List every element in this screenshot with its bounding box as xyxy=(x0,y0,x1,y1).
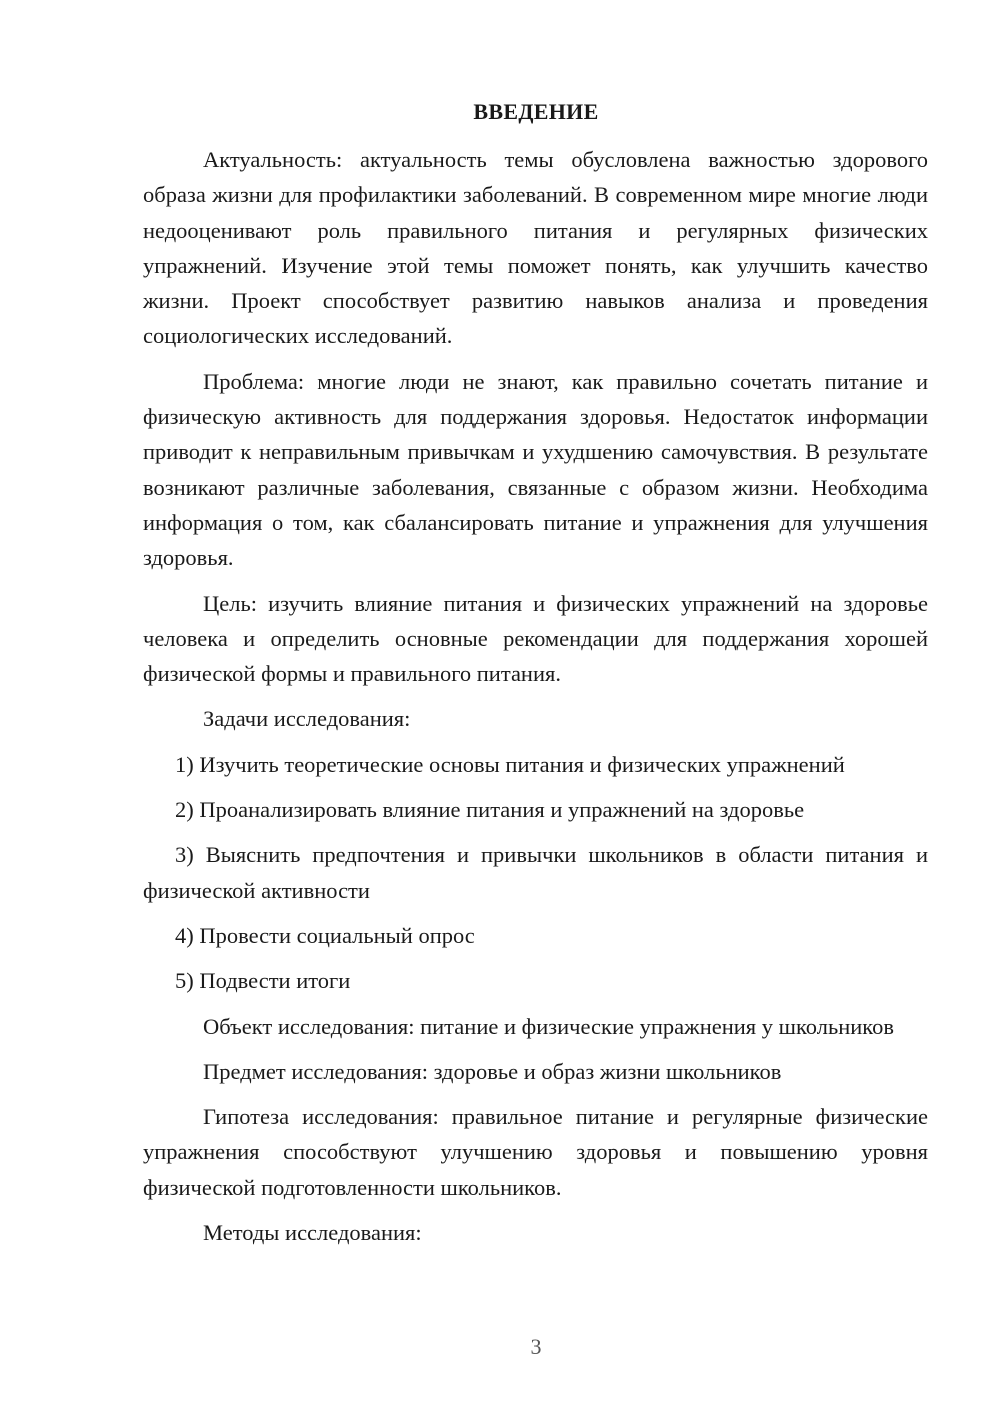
object-paragraph: Объект исследования: питание и физические упражнения у школьников xyxy=(203,1013,894,1039)
task-item: 5) Подвести итоги xyxy=(175,968,351,994)
problem-paragraph: Проблема: многие люди не знают, как правильно сочетать питание и физическую активность для поддержания здоровья. Недостаток информации приводит к неправильным привычкам и ухудшению самочувствия. В результате возникают различные заболевания, связанные с образом жизни. Необходима информация о том, как сбалансировать питание и упражнения для улучшения здоровья. xyxy=(143,368,928,571)
section-heading: ВВЕДЕНИЕ xyxy=(473,99,599,124)
tasks-title: Задачи исследования: xyxy=(203,706,411,732)
goal-paragraph: Цель: изучить влияние питания и физических упражнений на здоровье человека и определить основные рекомендации для поддержания хорошей физической формы и правильного питания. xyxy=(143,590,928,687)
methods-title: Методы исследования: xyxy=(203,1220,422,1246)
task-item: 3) Выяснить предпочтения и привычки школьников в области питания и физической активности xyxy=(143,842,928,903)
task-item: 2) Проанализировать влияние питания и упражнений на здоровье xyxy=(175,797,805,823)
page-number: 3 xyxy=(530,1334,542,1359)
task-item: 4) Провести социальный опрос xyxy=(175,922,475,948)
task-item: 1) Изучить теоретические основы питания и физических упражнений xyxy=(175,751,845,777)
relevance-paragraph: Актуальность: актуальность темы обусловлена важностью здорового образа жизни для профилактики заболеваний. В современном мире многие люди недооценивают роль правильного питания и регулярных физических упражнений. Изучение этой темы поможет понять, как улучшить качество жизни. Проект способствует развитию навыков анализа и проведения социологических исследований. xyxy=(143,147,928,349)
body-text xyxy=(143,142,928,1260)
subject-paragraph: Предмет исследования: здоровье и образ жизни школьников xyxy=(203,1058,782,1084)
hypothesis-paragraph: Гипотеза исследования: правильное питание и регулярные физические упражнения способствуют улучшению здоровья и повышению уровня физической подготовленности школьников. xyxy=(143,1104,928,1200)
